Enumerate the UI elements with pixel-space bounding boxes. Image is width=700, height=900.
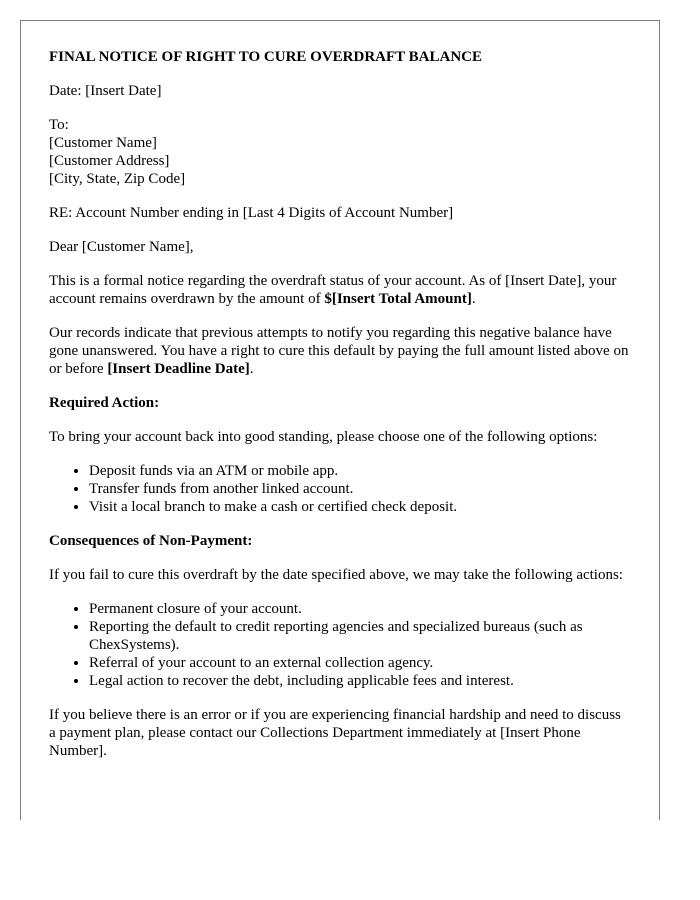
recipient-block xyxy=(49,116,631,188)
date-line: Date: [Insert Date] xyxy=(49,83,162,99)
list-item: • Legal action to recover the debt, including applicable fees and interest. xyxy=(89,672,631,690)
right-to-cure-paragraph xyxy=(49,324,631,378)
document-title: FINAL NOTICE OF RIGHT TO CURE OVERDRAFT BALANCE xyxy=(49,49,482,65)
overdraft-status-paragraph xyxy=(49,272,631,308)
overdraft-status-text: This is a formal notice regarding the overdraft status of your account. As of [Insert Date], your account remains overdrawn by the amount of xyxy=(49,273,617,307)
right-to-cure-end: . xyxy=(249,361,254,377)
list-item: • Reporting the default to credit reporting agencies and specialized bureaus (such as ChexSystems). xyxy=(89,618,631,654)
letter-body xyxy=(49,48,631,760)
letter-page xyxy=(20,20,660,820)
list-item: • Referral of your account to an external collection agency. xyxy=(89,654,631,672)
consequences-intro: If you fail to cure this overdraft by the date specified above, we may take the following actions: xyxy=(49,567,623,583)
recipient-name: [Customer Name] xyxy=(49,135,157,151)
required-action-heading: Required Action: xyxy=(49,395,160,411)
required-action-list xyxy=(49,462,631,516)
closing-paragraph: If you believe there is an error or if you are experiencing financial hardship and need to discuss a payment plan, please contact our Collections Department immediately at [Insert Phone Number]. xyxy=(49,707,621,759)
list-item: • Visit a local branch to make a cash or certified check deposit. xyxy=(89,498,631,516)
deadline-date-placeholder: [Insert Deadline Date] xyxy=(107,361,250,377)
recipient-city-state-zip: [City, State, Zip Code] xyxy=(49,171,186,187)
total-amount-placeholder: $[Insert Total Amount] xyxy=(324,291,472,307)
re-line: RE: Account Number ending in [Last 4 Digits of Account Number] xyxy=(49,205,454,221)
recipient-address: [Customer Address] xyxy=(49,153,170,169)
list-item: • Deposit funds via an ATM or mobile app. xyxy=(89,462,631,480)
consequences-list xyxy=(49,600,631,690)
salutation: Dear [Customer Name], xyxy=(49,239,194,255)
consequences-heading: Consequences of Non-Payment: xyxy=(49,533,253,549)
overdraft-status-end: . xyxy=(471,291,476,307)
right-to-cure-text: Our records indicate that previous attempts to notify you regarding this negative balance have gone unanswered. You have a right to cure this default by paying the full amount listed above on or before xyxy=(49,325,629,377)
to-label: To: xyxy=(49,117,69,133)
list-item: • Permanent closure of your account. xyxy=(89,600,631,618)
required-action-intro: To bring your account back into good standing, please choose one of the following options: xyxy=(49,429,598,445)
list-item: • Transfer funds from another linked account. xyxy=(89,480,631,498)
